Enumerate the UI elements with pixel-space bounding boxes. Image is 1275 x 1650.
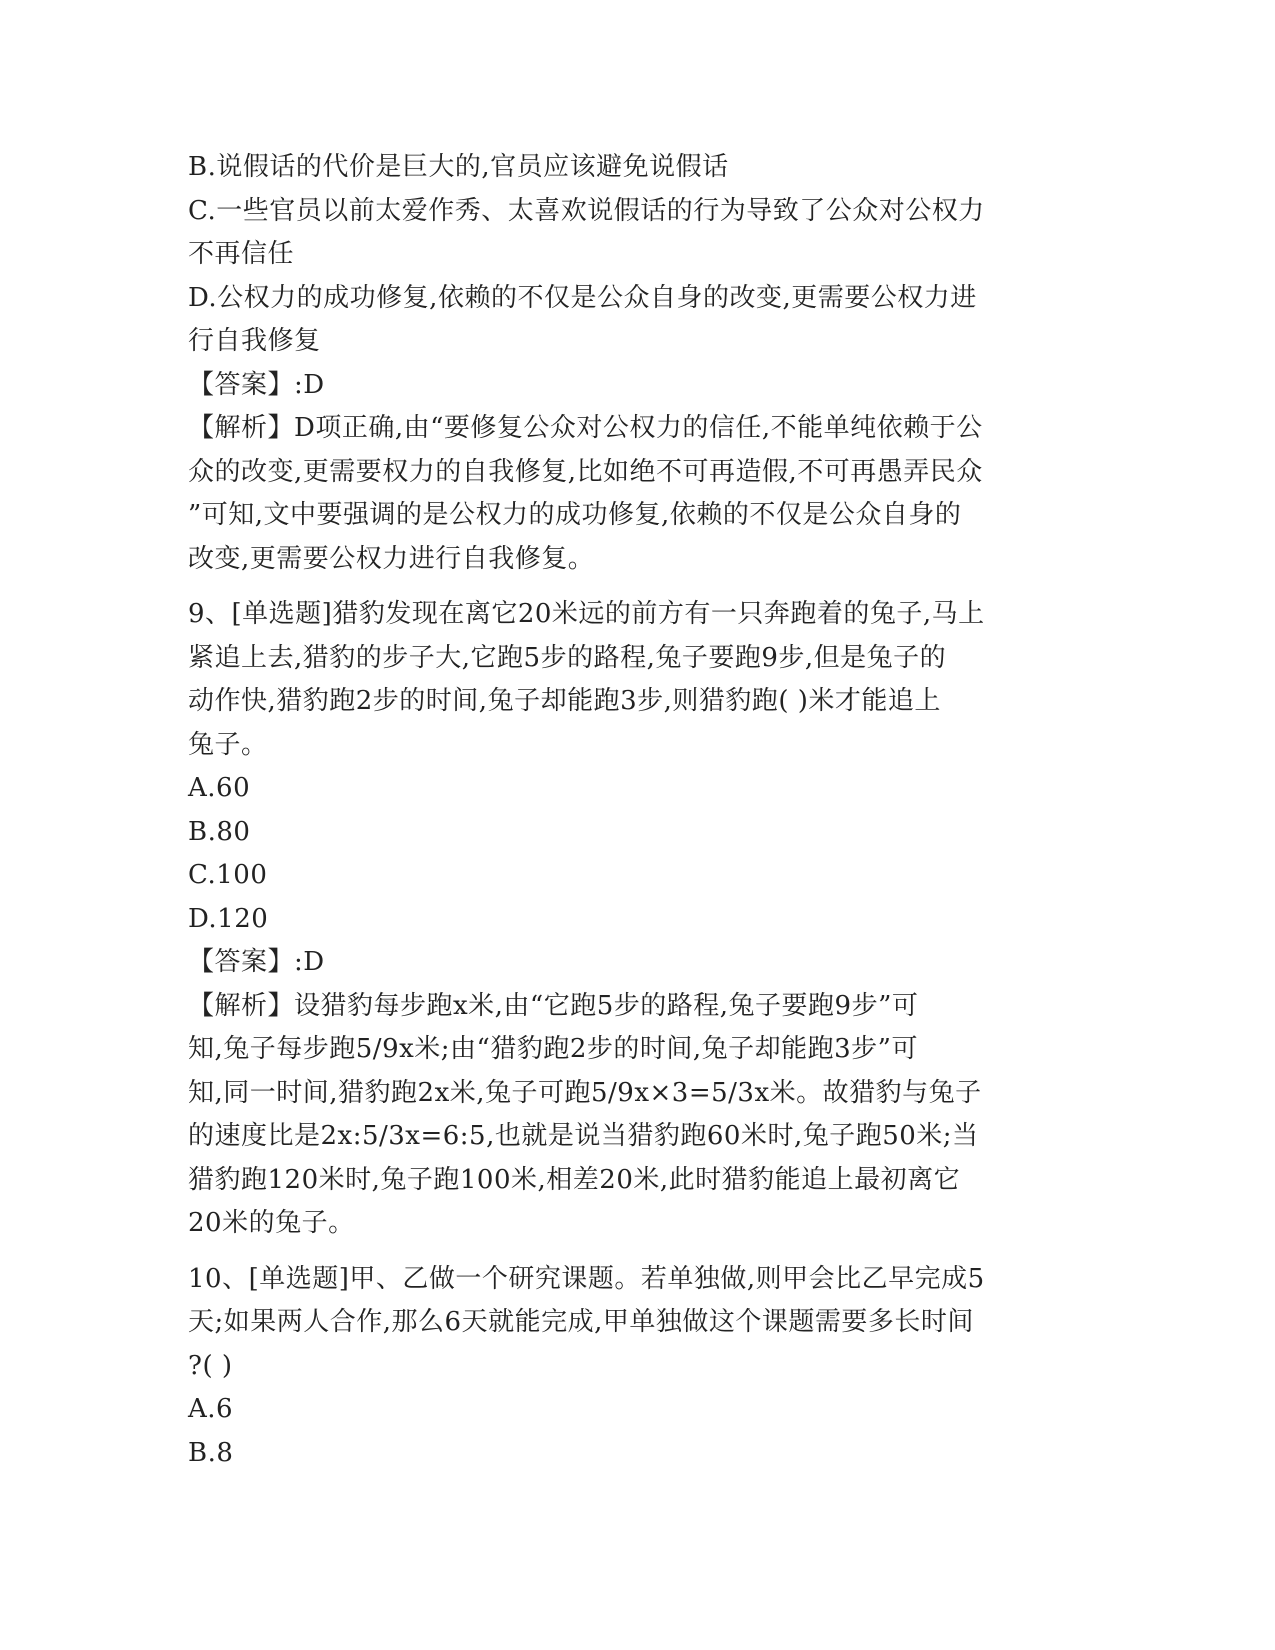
- q9-analysis-line: 的速度比是2x:5/3x=6:5,也就是说当猎豹跑60米时,兔子跑50米;当: [188, 1121, 979, 1151]
- q9-answer: 【答案】:D: [188, 947, 325, 977]
- spacer: [188, 1246, 1088, 1258]
- q10-stem-line: 10、[单选题]甲、乙做一个研究课题。若单独做,则甲会比乙早完成5: [188, 1263, 985, 1294]
- option-d-line-1: D.公权力的成功修复,依赖的不仅是公众自身的改变,更需要公权力进: [188, 282, 977, 313]
- q9-stem-line: 兔子。: [188, 729, 268, 760]
- q9-analysis-line: 20米的兔子。: [188, 1208, 355, 1238]
- option-b: B.说假话的代价是巨大的,官员应该避免说假话: [188, 152, 729, 182]
- question-10: [188, 1258, 1088, 1476]
- question-9: [188, 593, 1088, 1246]
- analysis-line: ”可知,文中要强调的是公权力的成功修复,依赖的不仅是公众自身的: [188, 500, 962, 530]
- q10-stem-line: 天;如果两人合作,那么6天就能完成,甲单独做这个课题需要多长时间: [188, 1307, 974, 1337]
- q9-analysis-line: 知,兔子每步跑5/9x米;由“猎豹跑2步的时间,兔子却能跑3步”可: [188, 1034, 918, 1064]
- q9-analysis-line: 猎豹跑120米时,兔子跑100米,相差20米,此时猎豹能追上最初离它: [188, 1164, 961, 1195]
- option-c-line-1: C.一些官员以前太爱作秀、太喜欢说假话的行为导致了公众对公权力: [188, 195, 985, 226]
- q9-analysis-line: 知,同一时间,猎豹跑2x米,兔子可跑5/9x×3=5/3x米。故猎豹与兔子: [188, 1077, 982, 1108]
- analysis-line: 改变,更需要公权力进行自我修复。: [188, 543, 595, 574]
- q10-stem-line: ?( ): [188, 1350, 233, 1381]
- spacer: [188, 581, 1088, 593]
- q9-stem-line: 9、[单选题]猎豹发现在离它20米远的前方有一只奔跑着的兔子,马上: [188, 599, 985, 629]
- q9-option-b: B.80: [188, 816, 251, 847]
- prev-question-options: [188, 146, 1088, 364]
- q9-option-c: C.100: [188, 860, 268, 890]
- prev-analysis: [188, 407, 1088, 581]
- q9-stem-line: 紧追上去,猎豹的步子大,它跑5步的路程,兔子要跑9步,但是兔子的: [188, 642, 947, 673]
- analysis-line: 【解析】D项正确,由“要修复公众对公权力的信任,不能单纯依赖于公: [188, 413, 983, 443]
- prev-answer: 【答案】:D: [188, 369, 325, 400]
- q10-option-b: B.8: [188, 1437, 234, 1468]
- q9-option-a: A.60: [188, 773, 251, 803]
- q9-stem-line: 动作快,猎豹跑2步的时间,兔子却能跑3步,则猎豹跑( )米才能追上: [188, 686, 941, 716]
- analysis-line: 众的改变,更需要权力的自我修复,比如绝不可再造假,不可再愚弄民众: [188, 456, 983, 487]
- q10-option-a: A.6: [188, 1394, 234, 1424]
- option-c-line-2: 不再信任: [188, 239, 295, 269]
- q9-analysis-line: 【解析】设猎豹每步跑x米,由“它跑5步的路程,兔子要跑9步”可: [188, 990, 919, 1021]
- option-d-line-2: 行自我修复: [188, 326, 321, 356]
- q9-option-d: D.120: [188, 903, 269, 934]
- document-page: [188, 146, 1088, 1475]
